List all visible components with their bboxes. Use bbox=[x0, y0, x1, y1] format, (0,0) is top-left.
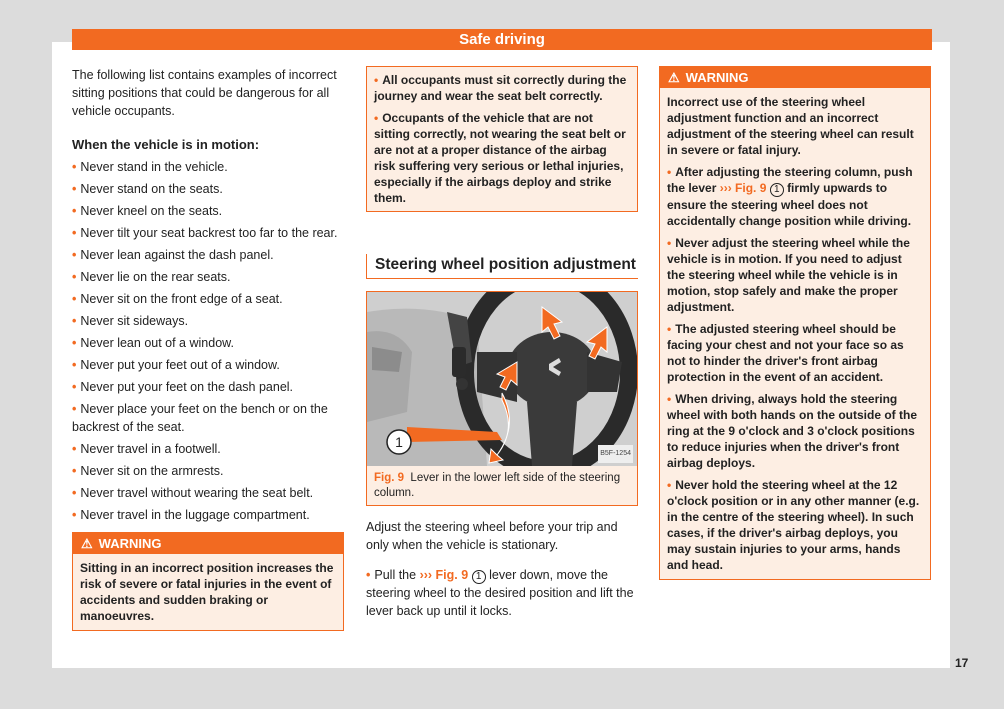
warning-header: ⚠ WARNING bbox=[73, 533, 343, 554]
bullet-icon: • bbox=[667, 322, 672, 336]
list-item: • Never lean against the dash panel. bbox=[72, 248, 274, 262]
steering-wheel-illustration bbox=[367, 292, 637, 466]
list-item: • Never stand on the seats. bbox=[72, 182, 223, 196]
bullet-icon: • bbox=[72, 226, 77, 240]
bullet-icon: • bbox=[72, 182, 77, 196]
pull-lever-step: • Pull the ››› Fig. 9 1 lever down, move the steering wheel to the desired position and lift the lever back up until it locks. bbox=[366, 568, 634, 618]
figure-code: B5F-1254 bbox=[598, 445, 633, 463]
column-1 bbox=[72, 66, 344, 631]
page-number: 17 bbox=[955, 656, 969, 670]
list-item: • Never put your feet out of a window. bbox=[72, 358, 280, 372]
bullet-icon: • bbox=[72, 204, 77, 218]
bullet-icon: • bbox=[72, 486, 77, 500]
warning-body bbox=[660, 88, 930, 579]
warning-intro: Incorrect use of the steering wheel adjustment function and an incorrect adjustment of the steering wheel can result in severe or fatal injury. bbox=[667, 95, 914, 157]
figure-reference-link[interactable]: ››› Fig. 9 bbox=[419, 568, 469, 582]
warning-box-seating bbox=[72, 532, 344, 631]
callout-circle-icon: 1 bbox=[770, 183, 784, 197]
list-item: • Never sit on the front edge of a seat. bbox=[72, 292, 283, 306]
column-3 bbox=[659, 66, 931, 580]
intro-paragraph: The following list contains examples of incorrect sitting positions that could be dangerous for all vehicle occupants. bbox=[72, 68, 337, 118]
warning-triangle-icon: ⚠ bbox=[81, 536, 93, 551]
warning-header: ⚠ WARNING bbox=[660, 67, 930, 88]
note-item: • Occupants of the vehicle that are not sitting correctly, not wearing the seat belt or are not at a proper distance of the airbag risk suffering very serious or lethal injuries, especially if the airbags deploy and strike them. bbox=[374, 111, 626, 205]
bullet-icon: • bbox=[72, 270, 77, 284]
bullet-icon: • bbox=[667, 236, 672, 250]
list-item: • Never tilt your seat backrest too far to the rear. bbox=[72, 226, 338, 240]
list-item: • Never sit sideways. bbox=[72, 314, 189, 328]
bullet-icon: • bbox=[366, 568, 371, 582]
never-list bbox=[72, 158, 344, 524]
list-item: • Never stand in the vehicle. bbox=[72, 160, 228, 174]
note-item: • All occupants must sit correctly during the journey and wear the seat belt correctly. bbox=[374, 73, 627, 103]
figure-caption bbox=[367, 466, 637, 505]
bullet-icon: • bbox=[72, 292, 77, 306]
warning-item: • Never hold the steering wheel at the 12 o'clock position or in any other manner (e.g. in the centre of the steering wheel). In such cases, if the driver's airbag deploys, you may sustain injuries to your arms, hands and head. bbox=[667, 478, 920, 572]
warning-item: • The adjusted steering wheel should be facing your chest and not your face so as not to hinder the driver's front airbag protection in the event of an accident. bbox=[667, 322, 904, 384]
bullet-icon: • bbox=[72, 402, 77, 416]
warning-body bbox=[73, 554, 343, 630]
figure-reference-link[interactable]: ››› Fig. 9 bbox=[719, 181, 767, 195]
bullet-icon: • bbox=[72, 248, 77, 262]
list-item: • Never travel in a footwell. bbox=[72, 442, 221, 456]
bullet-icon: • bbox=[72, 464, 77, 478]
caption-text: Lever in the lower left side of the steering column. bbox=[374, 472, 621, 499]
list-item: • Never travel in the luggage compartment. bbox=[72, 508, 310, 522]
warning-item: • Never adjust the steering wheel while the vehicle is in motion. If you need to adjust the steering wheel while the vehicle is in motion, stop safely and make the proper adjustment. bbox=[667, 236, 910, 314]
warning-box-steering bbox=[659, 66, 931, 580]
list-item: • Never lie on the rear seats. bbox=[72, 270, 231, 284]
page-header: Safe driving bbox=[72, 29, 932, 50]
bullet-icon: • bbox=[72, 160, 77, 174]
bullet-icon: • bbox=[374, 111, 379, 125]
bullet-icon: • bbox=[374, 73, 379, 87]
bullet-icon: • bbox=[72, 336, 77, 350]
adjust-paragraph: Adjust the steering wheel before your trip and only when the vehicle is stationary. bbox=[366, 520, 618, 552]
list-item: • Never put your feet on the dash panel. bbox=[72, 380, 294, 394]
section-title: Steering wheel position adjustment bbox=[366, 254, 638, 279]
warning-triangle-icon: ⚠ bbox=[668, 70, 680, 85]
list-item: • Never sit on the armrests. bbox=[72, 464, 224, 478]
bullet-icon: • bbox=[72, 358, 77, 372]
bullet-icon: • bbox=[667, 165, 672, 179]
figure-9 bbox=[366, 291, 638, 506]
bullet-icon: • bbox=[72, 380, 77, 394]
warning-item: • After adjusting the steering column, push the lever ››› Fig. 9 1 firmly upwards to ensure the steering wheel does not accidentally change position while driving. bbox=[667, 165, 913, 228]
callout-number: 1 bbox=[395, 434, 403, 450]
callout-circle-icon: 1 bbox=[472, 570, 486, 584]
list-item: • Never travel without wearing the seat belt. bbox=[72, 486, 314, 500]
bullet-icon: • bbox=[667, 478, 672, 492]
list-item: • Never lean out of a window. bbox=[72, 336, 234, 350]
list-item: • Never place your feet on the bench or on the backrest of the seat. bbox=[72, 402, 328, 434]
column-2 bbox=[366, 66, 638, 620]
bullet-icon: • bbox=[667, 392, 672, 406]
list-item: • Never kneel on the seats. bbox=[72, 204, 223, 218]
figure-label: Fig. 9 bbox=[374, 472, 405, 484]
motion-subheading: When the vehicle is in motion: bbox=[72, 137, 260, 152]
bullet-icon: • bbox=[72, 442, 77, 456]
warning-item: • When driving, always hold the steering wheel with both hands on the outside of the ring at the 9 o'clock and 3 o'clock positions to reduce injuries when the driver's front airbag deploys. bbox=[667, 392, 917, 470]
occupant-note-box bbox=[366, 66, 638, 212]
bullet-icon: • bbox=[72, 314, 77, 328]
warning-text: Sitting in an incorrect position increases the risk of severe or fatal injuries in the event of accidents and sudden braking or manoeuvres. bbox=[80, 561, 334, 623]
bullet-icon: • bbox=[72, 508, 77, 522]
steering-wheel-svg bbox=[367, 292, 637, 466]
